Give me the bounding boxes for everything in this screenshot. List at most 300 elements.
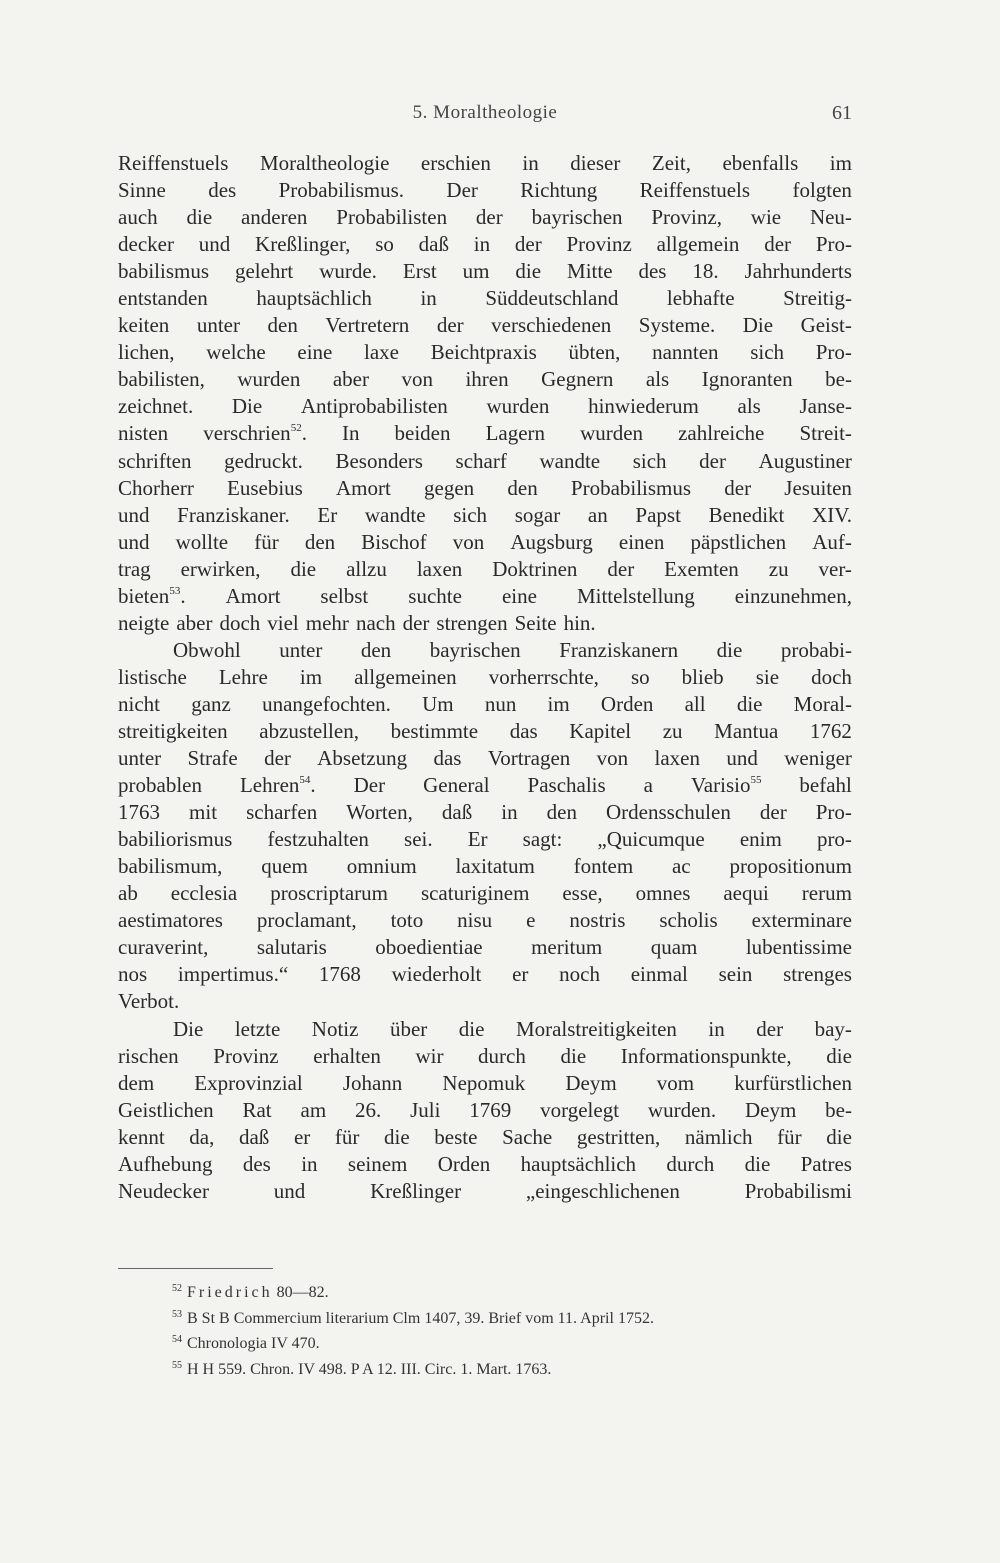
word: Ignoranten bbox=[701, 367, 793, 392]
word: als bbox=[737, 394, 761, 419]
word: unter bbox=[196, 313, 240, 338]
word: im bbox=[299, 664, 323, 689]
word: von bbox=[596, 746, 629, 771]
word: und bbox=[118, 502, 150, 527]
word: laxen bbox=[416, 556, 463, 581]
word: Probabilisten bbox=[336, 205, 448, 230]
word: Obwohl bbox=[173, 637, 241, 662]
word: Besonders bbox=[335, 448, 423, 473]
word: sein bbox=[718, 962, 753, 987]
word: so bbox=[630, 664, 650, 689]
word: Papst bbox=[635, 502, 681, 527]
word: Die bbox=[742, 313, 774, 338]
word: ac bbox=[671, 854, 691, 879]
word: seinem bbox=[347, 1151, 408, 1176]
text-line bbox=[118, 583, 852, 610]
word: die bbox=[826, 1043, 852, 1068]
word: Orden bbox=[437, 1151, 491, 1176]
word: wollte bbox=[175, 529, 229, 554]
word: unter bbox=[279, 637, 323, 662]
word: wiederholt bbox=[391, 962, 482, 987]
word: der bbox=[607, 556, 635, 581]
word: scaturiginem bbox=[420, 881, 530, 906]
word: festzuhalten bbox=[267, 827, 369, 852]
word: suchte bbox=[408, 583, 462, 608]
word: Systeme. bbox=[638, 313, 716, 338]
word: allzu bbox=[346, 556, 387, 581]
footnote-ref: 55 bbox=[750, 774, 762, 787]
word: hinwiederum bbox=[588, 394, 699, 419]
word: 18. bbox=[692, 259, 719, 284]
text-line bbox=[118, 556, 852, 583]
word: Provinz bbox=[213, 1043, 279, 1068]
word: den bbox=[267, 313, 298, 338]
word: sich bbox=[750, 340, 785, 365]
word: Johann bbox=[342, 1070, 403, 1095]
word: babiliorismus bbox=[118, 827, 233, 852]
word: lichen, bbox=[118, 340, 175, 365]
footnote-ref: 53 bbox=[169, 584, 181, 597]
word: sich bbox=[453, 502, 488, 527]
word: Er bbox=[317, 502, 338, 527]
word: entstanden bbox=[118, 286, 208, 311]
word: vom bbox=[656, 1070, 695, 1095]
word: in bbox=[473, 232, 491, 257]
word: doch bbox=[811, 664, 852, 689]
text-line bbox=[118, 853, 852, 880]
word: zahlreiche bbox=[678, 421, 765, 446]
word: zu bbox=[768, 556, 789, 581]
word: mehr bbox=[305, 610, 349, 635]
word: welche bbox=[206, 340, 266, 365]
text-line bbox=[118, 799, 852, 826]
word: propositionum bbox=[729, 854, 852, 879]
word: Zeit, bbox=[651, 151, 691, 175]
word: verschrien$^{52}$. bbox=[203, 421, 307, 446]
word: die bbox=[736, 691, 763, 716]
word: Exemten bbox=[664, 556, 739, 581]
word: den bbox=[304, 529, 336, 554]
text-line bbox=[118, 961, 852, 988]
word: e bbox=[526, 908, 536, 933]
word: Augustiner bbox=[758, 448, 852, 473]
word: der bbox=[699, 448, 726, 473]
word: der bbox=[264, 746, 291, 771]
text-line bbox=[118, 826, 852, 853]
word: daß bbox=[441, 800, 473, 825]
word: von bbox=[401, 367, 433, 392]
text-line bbox=[118, 718, 852, 745]
word: den bbox=[360, 637, 392, 662]
word: zu bbox=[662, 718, 683, 743]
word: doch bbox=[219, 610, 261, 635]
word: XIV. bbox=[812, 502, 852, 527]
word: nos bbox=[118, 962, 148, 987]
word: blieb bbox=[681, 664, 724, 689]
footnote-number: 54 bbox=[172, 1334, 182, 1345]
word: ganz bbox=[191, 691, 231, 716]
word: be- bbox=[825, 367, 852, 392]
word: so bbox=[375, 232, 394, 257]
word: exterminare bbox=[751, 908, 852, 933]
text-line bbox=[118, 745, 852, 772]
word: Aufhebung bbox=[118, 1151, 213, 1176]
word: scholis bbox=[659, 908, 718, 933]
word: in bbox=[501, 800, 518, 825]
word: nun bbox=[484, 691, 517, 716]
word: die bbox=[515, 259, 542, 284]
word: allgemeinen bbox=[354, 664, 457, 689]
word: Um bbox=[422, 691, 454, 716]
word: gedruckt. bbox=[224, 448, 303, 473]
word: Amort bbox=[336, 475, 391, 500]
word: keiten bbox=[118, 313, 170, 338]
word: in bbox=[708, 1016, 725, 1041]
word: Janse- bbox=[799, 394, 852, 419]
word: vorherrschte, bbox=[488, 664, 599, 689]
word: dem bbox=[118, 1070, 155, 1095]
word: übten, bbox=[568, 340, 621, 365]
word: für bbox=[334, 1124, 360, 1149]
word: für bbox=[777, 1124, 802, 1149]
word: Reiffenstuels bbox=[118, 151, 229, 175]
word: Die bbox=[173, 1016, 204, 1041]
word: Provinz bbox=[566, 232, 632, 257]
word: Amort bbox=[225, 583, 281, 608]
word: Orden bbox=[600, 691, 654, 716]
word: ebenfalls bbox=[722, 151, 799, 175]
word: beste bbox=[434, 1124, 478, 1149]
text-line bbox=[118, 285, 852, 312]
word: Geist- bbox=[800, 313, 852, 338]
word: Mittelstellung bbox=[576, 583, 695, 608]
word: im bbox=[829, 151, 852, 175]
word: im bbox=[547, 691, 570, 716]
word: Kreßlinger bbox=[370, 1178, 462, 1203]
word: Lehre bbox=[218, 664, 268, 689]
word: ecclesia bbox=[170, 881, 238, 906]
footnote bbox=[172, 1302, 862, 1328]
word: In bbox=[341, 421, 360, 446]
footnote-rule bbox=[118, 1268, 273, 1269]
word: Neu- bbox=[809, 205, 852, 230]
text-line bbox=[118, 529, 852, 556]
word: Beichtpraxis bbox=[430, 340, 537, 365]
word: quam bbox=[650, 935, 698, 960]
word: bay- bbox=[814, 1016, 852, 1041]
word: die bbox=[716, 637, 743, 662]
text-line bbox=[118, 637, 852, 664]
word: Der bbox=[353, 773, 386, 798]
word: des bbox=[208, 178, 237, 203]
word: schriften bbox=[118, 448, 192, 473]
word: verschiedenen bbox=[491, 313, 612, 338]
word: der bbox=[724, 475, 752, 500]
word: Varisio$^{55}$ bbox=[690, 773, 762, 798]
word: Bischof bbox=[361, 529, 427, 554]
word: Provinz, bbox=[651, 205, 722, 230]
word: von bbox=[452, 529, 485, 554]
word: und bbox=[726, 746, 758, 771]
word: ab bbox=[118, 881, 138, 906]
word: Vertretern bbox=[325, 313, 410, 338]
word: Jesuiten bbox=[784, 475, 852, 500]
text-line bbox=[118, 664, 852, 691]
word: scharfen bbox=[246, 800, 318, 825]
word: bieten$^{53}$. bbox=[118, 583, 186, 608]
word: den bbox=[546, 800, 577, 825]
word: und bbox=[198, 232, 231, 257]
word: be- bbox=[825, 1097, 852, 1122]
word: unangefochten. bbox=[262, 691, 391, 716]
word: vorgelegt bbox=[540, 1097, 620, 1122]
word: erhalten bbox=[313, 1043, 381, 1068]
word: gestritten, bbox=[576, 1124, 661, 1149]
running-header bbox=[118, 102, 852, 132]
footnote-text: H H 559. Chron. IV 498. P A 12. III. Circ. 1. Mart. 1763. bbox=[187, 1360, 552, 1378]
word: Streitig- bbox=[783, 286, 852, 311]
word: kurfürstlichen bbox=[734, 1070, 852, 1095]
text-line bbox=[118, 258, 852, 285]
word: einmal bbox=[630, 962, 688, 987]
footnote bbox=[172, 1327, 862, 1353]
word: Geistlichen bbox=[118, 1097, 214, 1122]
word: toto bbox=[390, 908, 424, 933]
word: trag bbox=[118, 556, 151, 581]
text-line bbox=[118, 1016, 852, 1043]
word: Reiffenstuels bbox=[639, 178, 751, 203]
word: aber bbox=[332, 367, 369, 392]
word: Lagern bbox=[485, 421, 546, 446]
footnote bbox=[172, 1276, 862, 1302]
text-line bbox=[118, 880, 852, 907]
word: aestimatores bbox=[118, 908, 223, 933]
word: Lehren$^{54}$. bbox=[239, 773, 316, 798]
word: Pro- bbox=[815, 232, 852, 257]
page-number: 61 bbox=[832, 102, 852, 124]
word: Gegnern bbox=[541, 367, 614, 392]
footnote-number: 55 bbox=[172, 1359, 182, 1371]
word: rischen bbox=[118, 1043, 179, 1068]
word: wandte bbox=[539, 448, 601, 473]
word: Antiprobabilisten bbox=[300, 394, 448, 419]
text-line bbox=[118, 934, 852, 961]
word: Informationspunkte, bbox=[620, 1043, 792, 1068]
word: nostris bbox=[569, 908, 626, 933]
word: Juli bbox=[410, 1097, 441, 1122]
word: Absetzung bbox=[317, 746, 408, 771]
footnote-ref: 54 bbox=[299, 774, 311, 787]
word: die bbox=[290, 556, 317, 581]
text-line bbox=[118, 366, 852, 393]
word: er bbox=[512, 962, 529, 987]
word: einzunehmen, bbox=[734, 583, 852, 608]
word: weniger bbox=[784, 746, 852, 771]
word: sie bbox=[755, 664, 780, 689]
word: Nepomuk bbox=[442, 1070, 526, 1095]
word: a bbox=[643, 773, 653, 798]
text-line bbox=[118, 502, 852, 529]
text-line bbox=[118, 177, 852, 204]
word: die bbox=[458, 1016, 485, 1041]
footnote-author: Friedrich bbox=[187, 1284, 273, 1301]
word: die bbox=[560, 1043, 587, 1068]
word: bestimmte bbox=[390, 718, 479, 743]
word: erschien bbox=[420, 151, 491, 175]
word: das bbox=[509, 718, 538, 743]
word: wurden. bbox=[647, 1097, 717, 1122]
text-line bbox=[118, 339, 852, 366]
word: gegen bbox=[424, 475, 475, 500]
text-line bbox=[118, 231, 852, 258]
text-line bbox=[118, 1178, 852, 1205]
word: des bbox=[242, 1151, 271, 1176]
text-line bbox=[118, 691, 852, 718]
word: der bbox=[402, 610, 430, 635]
word: beiden bbox=[394, 421, 451, 446]
word: Chorherr bbox=[118, 475, 194, 500]
word: Pro- bbox=[815, 800, 852, 825]
word: sogar bbox=[514, 502, 561, 527]
word: Richtung bbox=[520, 178, 598, 203]
word: Seite bbox=[514, 610, 557, 635]
word: Süddeutschland bbox=[485, 286, 619, 311]
word: daß bbox=[418, 232, 449, 257]
footnote-text: Chronologia IV 470. bbox=[187, 1335, 320, 1352]
text-line bbox=[118, 204, 852, 231]
word: kennt bbox=[118, 1124, 165, 1149]
word: den bbox=[507, 475, 538, 500]
word: da, bbox=[189, 1124, 215, 1149]
word: 1763 bbox=[118, 800, 160, 825]
footnote-text: 80—82. bbox=[272, 1284, 329, 1301]
word: eine bbox=[297, 340, 333, 365]
word: Neudecker bbox=[118, 1178, 209, 1203]
text-line bbox=[118, 312, 852, 339]
word: laxe bbox=[364, 340, 400, 365]
word: lubentissime bbox=[745, 935, 852, 960]
word: Franziskaner. bbox=[177, 502, 290, 527]
word: des bbox=[638, 259, 667, 284]
word: Kapitel bbox=[569, 718, 632, 743]
word: daß bbox=[238, 1124, 270, 1149]
word: am bbox=[300, 1097, 327, 1122]
word: Verbot. bbox=[118, 989, 180, 1014]
word: unter bbox=[118, 746, 162, 771]
word: Strafe bbox=[187, 746, 238, 771]
word: listische bbox=[118, 664, 187, 689]
word: Sache bbox=[502, 1124, 553, 1149]
word: Doktrinen bbox=[492, 556, 578, 581]
word: selbst bbox=[320, 583, 369, 608]
word: Kreßlinger, bbox=[255, 232, 351, 257]
word: wurde. bbox=[319, 259, 377, 284]
word: der bbox=[436, 313, 464, 338]
word: probablen bbox=[118, 773, 202, 798]
text-line bbox=[118, 393, 852, 420]
word: sagt: bbox=[522, 827, 563, 852]
word: meritum bbox=[531, 935, 603, 960]
word: Worten, bbox=[346, 800, 413, 825]
word: nach bbox=[355, 610, 396, 635]
word: Moral- bbox=[793, 691, 852, 716]
running-title: 5. Moraltheologie bbox=[412, 102, 558, 123]
word: hauptsächlich bbox=[520, 1151, 637, 1176]
word: enim bbox=[739, 827, 782, 852]
word: laxitatum bbox=[455, 854, 535, 879]
word: Vortragen bbox=[487, 746, 571, 771]
word: viel bbox=[267, 610, 299, 635]
word: wurden bbox=[237, 367, 301, 392]
word: Auf- bbox=[812, 529, 852, 554]
word: 1762 bbox=[809, 718, 852, 743]
word: um bbox=[462, 259, 490, 284]
text-line bbox=[118, 988, 852, 1015]
word: wie bbox=[750, 205, 782, 230]
word: Jahrhunderts bbox=[744, 259, 852, 284]
word: in bbox=[522, 151, 539, 175]
word: curaverint, bbox=[118, 935, 209, 960]
text-line bbox=[118, 420, 852, 447]
word: bayrischen bbox=[429, 637, 521, 662]
word: nisu bbox=[457, 908, 493, 933]
word: 26. bbox=[355, 1097, 382, 1122]
word: strenges bbox=[783, 962, 852, 987]
word: wurden bbox=[580, 421, 644, 446]
text-line bbox=[118, 475, 852, 502]
word: Moralstreitigkeiten bbox=[515, 1016, 677, 1041]
word: der bbox=[475, 205, 503, 230]
word: folgten bbox=[792, 178, 852, 203]
word: die bbox=[384, 1124, 410, 1149]
word: Franziskanern bbox=[559, 637, 679, 662]
word: abzustellen, bbox=[259, 718, 359, 743]
word: wurden bbox=[486, 394, 550, 419]
word: „Quicumque bbox=[597, 827, 705, 852]
footnote-number: 53 bbox=[172, 1308, 182, 1320]
word: quem bbox=[261, 854, 308, 879]
word: Pro- bbox=[815, 340, 852, 365]
word: zeichnet. bbox=[118, 394, 194, 419]
word: Exprovinzial bbox=[194, 1070, 303, 1095]
word: nannten bbox=[652, 340, 719, 365]
word: päpstlichen bbox=[690, 529, 787, 554]
text-line bbox=[118, 1124, 852, 1151]
text-line bbox=[118, 1070, 852, 1097]
word: salutaris bbox=[256, 935, 327, 960]
word: nicht bbox=[118, 691, 160, 716]
word: Notiz bbox=[311, 1016, 359, 1041]
word: streitigkeiten bbox=[118, 718, 228, 743]
word: Patres bbox=[800, 1151, 852, 1176]
word: impertimus.“ bbox=[177, 962, 289, 987]
word: all bbox=[684, 691, 706, 716]
word: omnes bbox=[635, 881, 691, 906]
word: für bbox=[254, 529, 279, 554]
word: anderen bbox=[240, 205, 308, 230]
word: Moraltheologie bbox=[259, 151, 390, 175]
word: Mantua bbox=[714, 718, 779, 743]
word: einen bbox=[618, 529, 665, 554]
word: decker bbox=[118, 232, 174, 257]
word: und bbox=[273, 1178, 306, 1203]
word: ihren bbox=[465, 367, 509, 392]
word: 1769 bbox=[469, 1097, 512, 1122]
word: gelehrt bbox=[234, 259, 294, 284]
text-line bbox=[118, 610, 852, 637]
word: 1768 bbox=[318, 962, 361, 987]
text-line bbox=[118, 907, 852, 934]
